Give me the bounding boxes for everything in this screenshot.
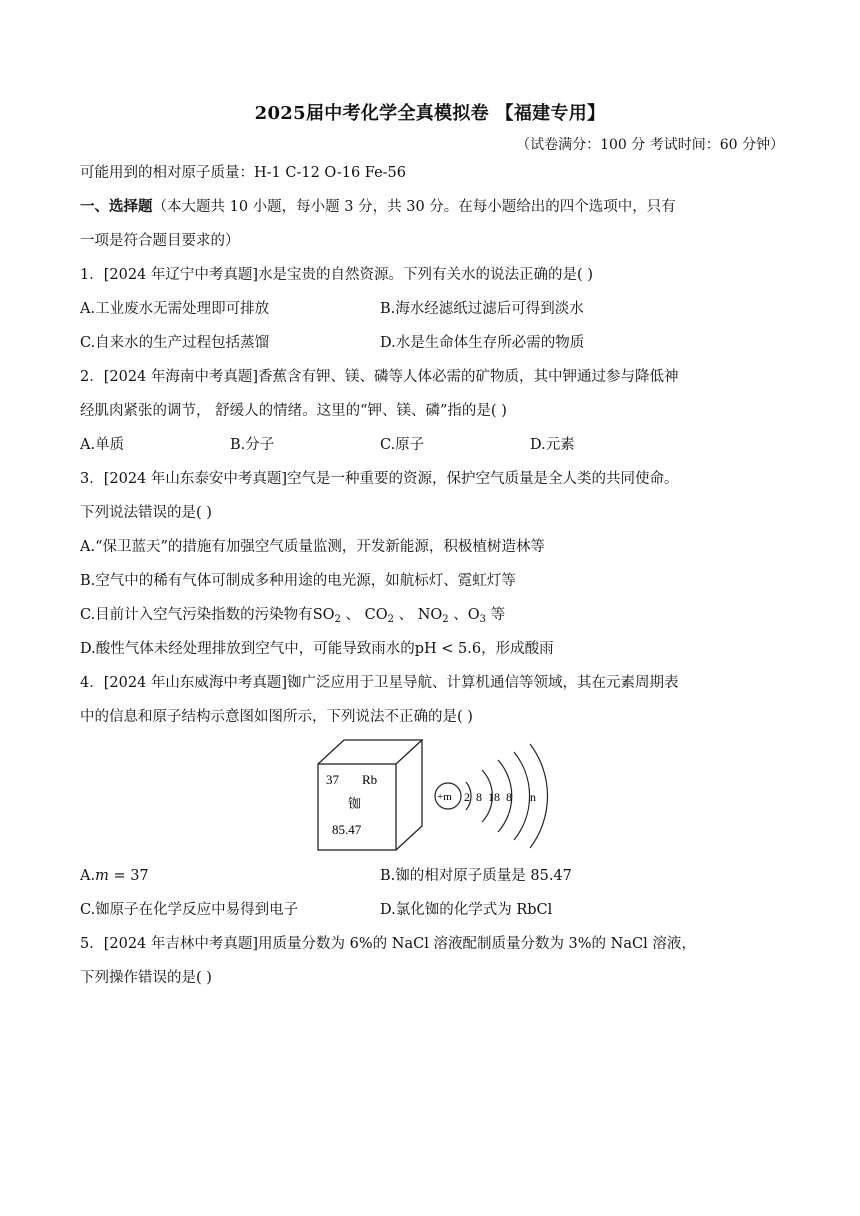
question-4-stem-line2: 中的信息和原子结构示意图如图所示，下列说法不正确的是( ) bbox=[80, 709, 473, 725]
question-3-stem-line1: 3．[2024 年山东泰安中考真题]空气是一种重要的资源，保护空气质量是全人类的共同使命。 bbox=[80, 471, 679, 487]
question-3-option-a: A.“保卫蓝天”的措施有加强空气质量监测，开发新能源，积极植树造林等 bbox=[80, 539, 545, 555]
question-3 bbox=[80, 462, 780, 666]
nucleus-charge: +m bbox=[437, 791, 452, 803]
question-3-stem-line2: 下列说法错误的是( ) bbox=[80, 505, 212, 521]
atomic-mass: 85.47 bbox=[332, 822, 362, 837]
question-2-stem-line2: 经肌肉紧张的调节， 舒缓人的情绪。这里的“钾、镁、磷”指的是( ) bbox=[80, 403, 507, 419]
section-1-heading: 一、选择题 bbox=[80, 198, 153, 215]
atomic-number: 37 bbox=[326, 772, 339, 787]
question-3-option-d-prefix: D.酸性气体未经处理排放到空气中，可能导致雨水的 bbox=[80, 641, 415, 657]
section-1-instructions-line2: 一项是符合题目要求的） bbox=[80, 233, 240, 249]
shell-5-electrons: n bbox=[530, 790, 536, 804]
section-1-instructions-line1: （本大题共 10 小题，每小题 3 分，共 30 分。在每小题给出的四个选项中，只有 bbox=[152, 199, 676, 215]
question-1-options-row2 bbox=[80, 326, 780, 360]
formula-co2-sub: 2 bbox=[387, 614, 394, 625]
shell-2-electrons: 8 bbox=[476, 790, 482, 804]
question-5 bbox=[80, 927, 780, 995]
question-5-stem-line2: 下列操作错误的是( ) bbox=[80, 970, 212, 986]
exam-page bbox=[80, 100, 784, 995]
question-3-option-c-prefix: C.目前计入空气污染指数的污染物有 bbox=[80, 607, 313, 623]
rubidium-diagram-svg bbox=[316, 734, 556, 854]
question-2 bbox=[80, 360, 780, 462]
shell-1-electrons: 2 bbox=[464, 790, 470, 804]
formula-so2-base: SO bbox=[312, 607, 335, 623]
shell-3-electrons: 18 bbox=[488, 790, 500, 804]
formula-co2-base: CO bbox=[364, 607, 388, 623]
atomic-masses: 可能用到的相对原子质量：H-1 C-12 O-16 Fe-56 bbox=[80, 165, 407, 181]
shell-4-electrons: 8 bbox=[506, 790, 512, 804]
question-5-stem-line1: 5．[2024 年吉林中考真题]用质量分数为 6%的 NaCl 溶液配制质量分数为 3%的 NaCl 溶液， bbox=[80, 936, 696, 952]
question-1-option-d: D.水是生命体生存所必需的物质 bbox=[380, 335, 585, 351]
formula-no2-base: NO bbox=[417, 607, 443, 623]
ph-expression: pH < 5.6 bbox=[414, 641, 482, 657]
question-4-option-b: B.铷的相对原子质量是 85.47 bbox=[380, 868, 572, 884]
variable-m: m bbox=[95, 868, 109, 884]
question-4-options-row1 bbox=[80, 859, 780, 893]
question-3-option-c: C.目前计入空气污染指数的污染物有$SO_2$ 、 $CO_2$ 、 $NO_2$ 、$O_3$ 等 bbox=[80, 607, 506, 625]
cube-top-face bbox=[318, 740, 422, 764]
shell-arc-4 bbox=[514, 752, 530, 840]
question-3-option-d bbox=[80, 632, 780, 666]
question-4 bbox=[80, 666, 780, 927]
question-4-stem-line1: 4．[2024 年山东威海中考真题]铷广泛应用于卫星导航、计算机通信等领域，其在元素周期表 bbox=[80, 675, 679, 691]
question-4-options-row2 bbox=[80, 893, 780, 927]
formula-no2 bbox=[418, 607, 449, 623]
question-4-option-a-prefix: A. bbox=[80, 868, 96, 884]
question-4-option-a bbox=[80, 859, 380, 893]
question-1-option-c: C.自来水的生产过程包括蒸馏 bbox=[80, 335, 270, 351]
formula-o3-base: O bbox=[467, 607, 480, 623]
question-2-stem-line1: 2．[2024 年海南中考真题]香蕉含有钾、镁、磷等人体必需的矿物质，其中钾通过参与降低神 bbox=[80, 369, 679, 385]
question-4-option-a-rest: = 37 bbox=[108, 868, 149, 884]
question-1-options-row1 bbox=[80, 292, 780, 326]
rubidium-figure bbox=[80, 734, 780, 859]
question-2-options bbox=[80, 428, 780, 462]
question-1-stem: 1．[2024 年辽宁中考真题]水是宝贵的自然资源。下列有关水的说法正确的是( ) bbox=[80, 267, 593, 283]
question-1-option-a: A.工业废水无需处理即可排放 bbox=[80, 301, 270, 317]
question-3-option-b: B.空气中的稀有气体可制成多种用途的电光源，如航标灯、霓虹灯等 bbox=[80, 573, 516, 589]
question-2-option-c: C.原子 bbox=[380, 437, 425, 453]
element-symbol: Rb bbox=[362, 772, 378, 787]
question-2-option-b: B.分子 bbox=[230, 437, 275, 453]
question-4-option-c: C.铷原子在化学反应中易得到电子 bbox=[80, 902, 299, 918]
question-2-option-a: A.单质 bbox=[80, 437, 125, 453]
formula-so2 bbox=[313, 607, 341, 623]
question-4-option-d: D.氯化铷的化学式为 RbCl bbox=[380, 902, 553, 918]
question-3-option-d-suffix: ，形成酸雨 bbox=[481, 641, 554, 657]
formula-o3 bbox=[468, 607, 486, 623]
exam-info: （试卷满分：100 分 考试时间：60 分钟） bbox=[516, 137, 784, 153]
section-1-instructions bbox=[80, 190, 780, 224]
question-1 bbox=[80, 258, 780, 360]
formula-o3-sub: 3 bbox=[479, 614, 487, 625]
question-1-option-b: B.海水经滤纸过滤后可得到淡水 bbox=[380, 301, 584, 317]
exam-title: 2025届中考化学全真模拟卷 【福建专用】 bbox=[254, 103, 606, 124]
element-name: 铷 bbox=[348, 797, 362, 812]
question-2-option-d: D.元素 bbox=[530, 437, 575, 453]
formula-no2-sub: 2 bbox=[442, 614, 449, 625]
question-3-option-c-suffix: 等 bbox=[490, 607, 506, 623]
formula-so2-sub: 2 bbox=[334, 614, 341, 625]
formula-co2 bbox=[365, 607, 394, 623]
cube-side-face bbox=[396, 740, 422, 850]
